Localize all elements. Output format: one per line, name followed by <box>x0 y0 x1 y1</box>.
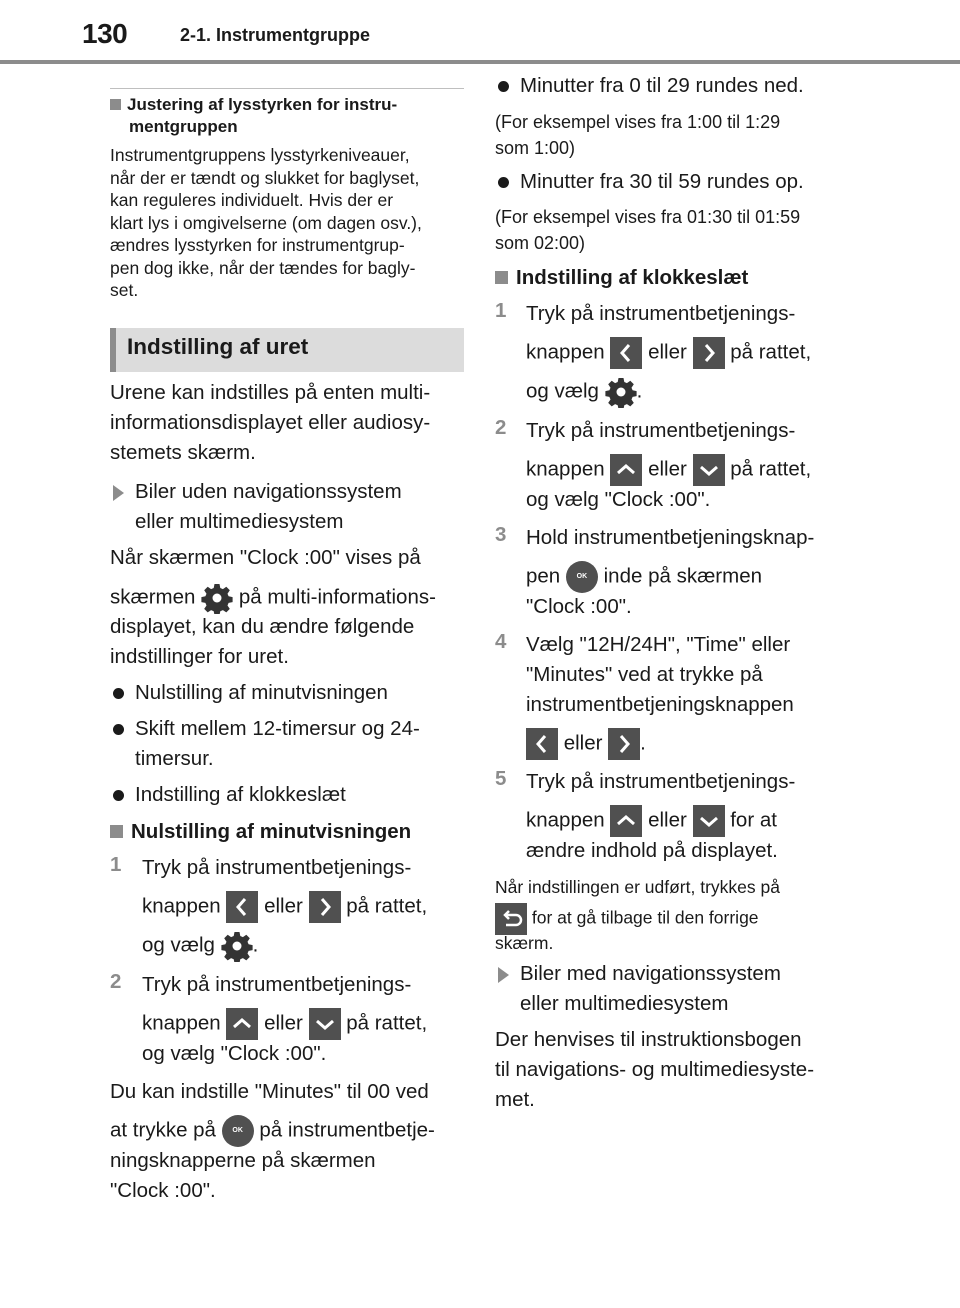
step2-select-line: og vælg "Clock :00". <box>142 1042 327 1065</box>
brightness-paragraph: Instrumentgruppens lysstyrkeniveauer, når der er tændt og slukket for baglyset, kan reguleres individuelt. Hvis der er klart lys i omgivelserne (om dagen osv.), ændres lysstyrken for instrumentgrup- pen dog ikke, når der tændes for bagly- set. <box>110 145 422 300</box>
example-b-2: som 02:00) <box>495 233 586 253</box>
no-nav-heading-cont: eller multimediesystem <box>135 510 344 533</box>
step-number: 2 <box>110 970 122 993</box>
step1-buttons-line: knappen eller på rattet, <box>142 891 427 923</box>
r-step1-buttons-line: knappen eller på rattet, <box>526 337 811 369</box>
r-step1-select-line: og vælg . <box>526 376 642 408</box>
triangle-bullet-icon <box>113 485 124 501</box>
reference-text-1: Der henvises til instruktionsbogen <box>495 1028 802 1051</box>
step2-text: Tryk på instrumentbetjenings- <box>142 973 412 996</box>
heading-set-time: Indstilling af klokkeslæt <box>495 266 748 290</box>
r-step4-text-2: "Minutes" ved at trykke på <box>526 663 763 686</box>
chevron-down-icon <box>309 1008 341 1040</box>
page-header <box>0 0 960 64</box>
note-text-2: for at gå tilbage til den forrige <box>495 903 759 935</box>
reference-text-2: til navigations- og multimediesyste- <box>495 1058 815 1081</box>
chevron-left-icon <box>610 337 642 369</box>
r-step2-text: Tryk på instrumentbetjenings- <box>526 419 796 442</box>
when-text-2: skærmen på multi-informations- <box>110 582 436 614</box>
outro-text-1: Du kan indstille "Minutes" til 00 ved <box>110 1080 429 1103</box>
chevron-up-icon <box>226 1008 258 1040</box>
example-a-1: (For eksempel vises fra 1:00 til 1:29 <box>495 112 781 132</box>
r-step1-text: Tryk på instrumentbetjenings- <box>526 302 796 325</box>
bullet-round-up: Minutter fra 30 til 59 rundes op. <box>520 170 804 193</box>
chevron-right-icon <box>693 337 725 369</box>
r-step3-cont: "Clock :00". <box>526 595 632 618</box>
bullet-reset-minutes: Nulstilling af minutvisningen <box>135 681 388 704</box>
bullet-dot-icon <box>113 724 124 735</box>
heading-reset-minutes: Nulstilling af minutvisningen <box>110 820 411 844</box>
square-bullet-icon <box>110 99 121 110</box>
bullet-dot-icon <box>498 81 509 92</box>
example-a-2: som 1:00) <box>495 138 576 158</box>
when-text-4: indstillinger for uret. <box>110 645 289 668</box>
sub-heading-rule <box>110 88 464 89</box>
reference-text-3: met. <box>495 1088 535 1111</box>
step2-buttons-line: knappen eller på rattet, <box>142 1008 427 1040</box>
r-step4-text-3: instrumentbetjeningsknappen <box>526 693 794 716</box>
page-number: 130 <box>82 18 128 49</box>
title-clock-setting: Indstilling af uret <box>127 334 309 359</box>
chevron-down-icon <box>693 454 725 486</box>
r-step2-buttons-line: knappen eller på rattet, <box>526 454 811 486</box>
step1-select-line: og vælg . <box>142 930 258 962</box>
header-rule <box>0 60 960 64</box>
chevron-down-icon <box>693 805 725 837</box>
chevron-up-icon <box>610 805 642 837</box>
step1-text: Tryk på instrumentbetjenings- <box>142 856 412 879</box>
chevron-up-icon <box>610 454 642 486</box>
chevron-right-icon <box>309 891 341 923</box>
triangle-bullet-icon <box>498 967 509 983</box>
square-bullet-icon <box>495 271 508 284</box>
outro-text-3: ningsknapperne på skærmen <box>110 1149 376 1172</box>
nav-heading: Biler med navigationssystem <box>520 962 781 985</box>
outro-text-2: at trykke på OK på instrumentbetje- <box>110 1115 435 1147</box>
no-nav-heading: Biler uden navigationssystem <box>135 480 402 503</box>
chevron-left-icon <box>526 728 558 760</box>
bullet-dot-icon <box>113 790 124 801</box>
section-title-box <box>110 328 464 372</box>
gear-icon <box>201 582 233 614</box>
note-text-3: skærm. <box>495 933 554 953</box>
gear-icon <box>221 930 253 962</box>
ok-button-icon: OK <box>566 561 598 593</box>
title-box-accent <box>110 328 116 372</box>
r-step3-text: Hold instrumentbetjeningsknap- <box>526 526 815 549</box>
chevron-right-icon <box>608 728 640 760</box>
note-text-1: Når indstillingen er udført, trykkes på <box>495 877 780 897</box>
gear-icon <box>605 376 637 408</box>
step-number: 1 <box>110 853 122 876</box>
intro-paragraph: Urene kan indstilles på enten multi- informationsdisplayet eller audiosy- stemets skærm. <box>110 381 431 464</box>
bullet-12-24-cont: timersur. <box>135 747 214 770</box>
r-step4-buttons-line: eller . <box>526 728 646 760</box>
r-step3-ok-line: pen OK inde på skærmen <box>526 561 762 593</box>
when-text-3: displayet, kan du ændre følgende <box>110 615 415 638</box>
step-number: 2 <box>495 416 507 439</box>
r-step5-buttons-line: knappen eller for at <box>526 805 777 837</box>
step-number: 5 <box>495 767 507 790</box>
r-step5-cont: ændre indhold på displayet. <box>526 839 778 862</box>
r-step2-select-line: og vælg "Clock :00". <box>526 488 711 511</box>
bullet-12-24: Skift mellem 12-timersur og 24- <box>135 717 420 740</box>
sub-heading-brightness: Justering af lysstyrken for instru- <box>110 94 397 116</box>
nav-heading-cont: eller multimediesystem <box>520 992 729 1015</box>
when-text-1: Når skærmen "Clock :00" vises på <box>110 546 421 569</box>
bullet-dot-icon <box>498 177 509 188</box>
bullet-round-down: Minutter fra 0 til 29 rundes ned. <box>520 74 804 97</box>
r-step5-text: Tryk på instrumentbetjenings- <box>526 770 796 793</box>
r-step4-text: Vælg "12H/24H", "Time" eller <box>526 633 791 656</box>
step-number: 1 <box>495 299 507 322</box>
bullet-dot-icon <box>113 688 124 699</box>
step-number: 3 <box>495 523 507 546</box>
step-number: 4 <box>495 630 507 653</box>
example-b-1: (For eksempel vises fra 01:30 til 01:59 <box>495 207 801 227</box>
outro-text-4: "Clock :00". <box>110 1179 216 1202</box>
square-bullet-icon <box>110 825 123 838</box>
sub-heading-brightness-cont: mentgruppen <box>129 117 238 136</box>
section-title: 2-1. Instrumentgruppe <box>180 25 371 45</box>
back-icon <box>495 903 527 935</box>
ok-button-icon: OK <box>222 1115 254 1147</box>
bullet-set-time: Indstilling af klokkeslæt <box>135 783 346 806</box>
chevron-left-icon <box>226 891 258 923</box>
